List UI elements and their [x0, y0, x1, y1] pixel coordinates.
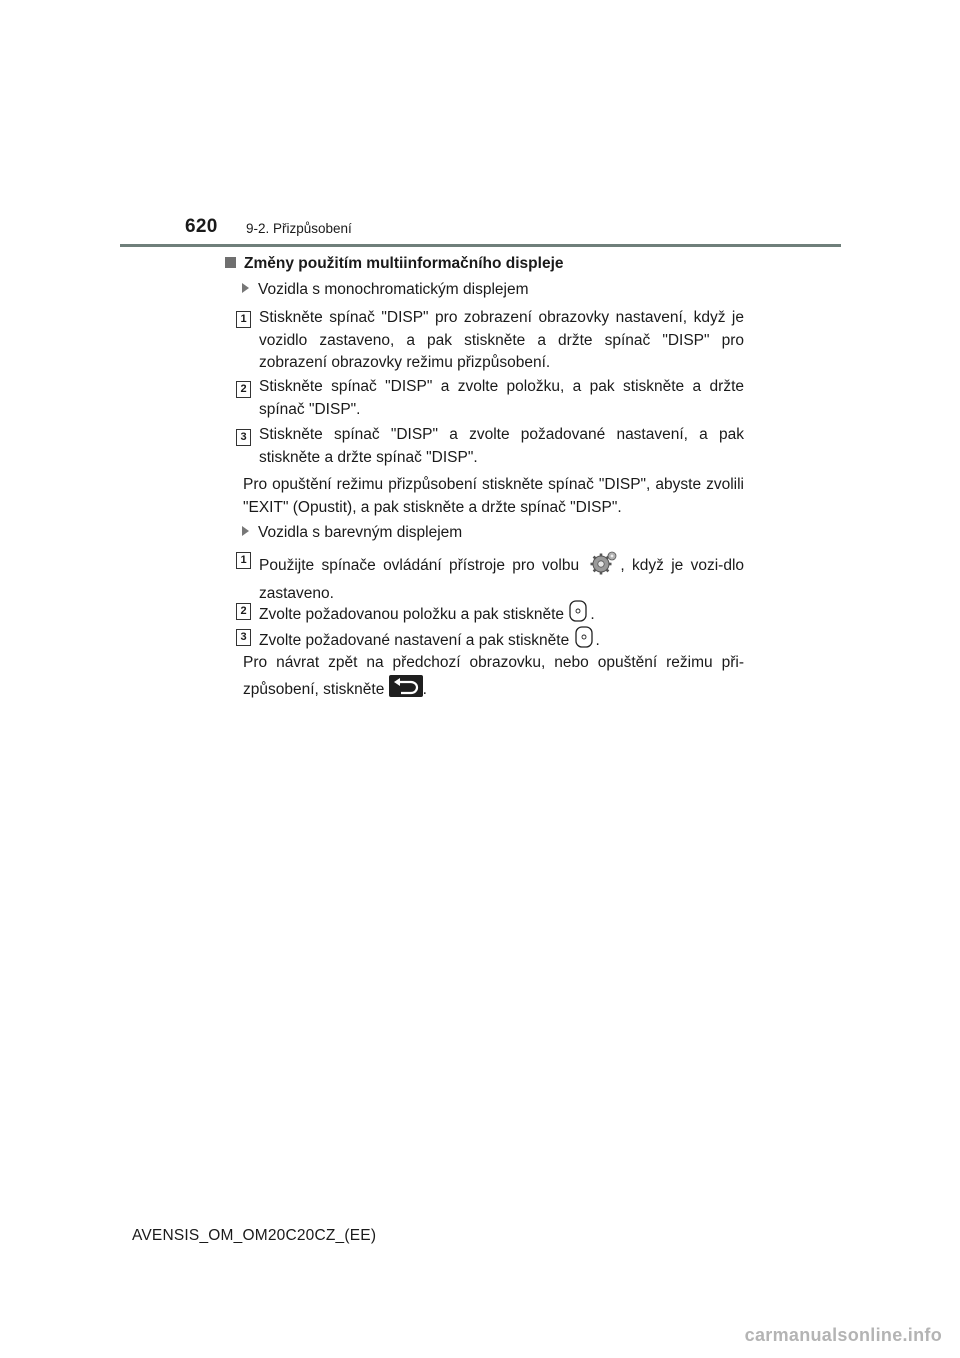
- back-icon: [389, 675, 423, 705]
- color-note: [243, 652, 744, 704]
- subheading-color-text: Vozidla s barevným displejem: [258, 524, 463, 541]
- step-number: 3: [236, 629, 251, 646]
- step-text: Stiskněte spínač "DISP" a zvolte položku, a pak stiskněte a držte spínač "DISP".: [259, 378, 744, 418]
- step-text-before: Použijte spínače ovládání přístroje pro volbu: [259, 556, 580, 574]
- page-number: 620: [185, 216, 218, 237]
- step-text-before: Zvolte požadovanou položku a pak stiskněte: [259, 605, 565, 623]
- note-text-after: .: [422, 680, 427, 698]
- step-text: [259, 549, 744, 605]
- step-text-after: .: [590, 605, 595, 623]
- note-text-before: Pro návrat zpět na předchozí obrazovku, nebo opuštění režimu při-způsobení, stiskněte: [243, 654, 744, 698]
- step-text: Stiskněte spínač "DISP" pro zobrazení obrazovky nastavení, když je vozidlo zastaveno, a pak stiskněte a držte spínač "DISP" pro zobrazení obrazovky režimu přizpůsobení.: [259, 309, 744, 371]
- page-header: [0, 0, 960, 250]
- section-heading-text: Změny použitím multiinformačního displeje: [244, 255, 564, 272]
- triangle-bullet-icon: [242, 526, 249, 536]
- header-rule: [120, 244, 841, 247]
- document-code: AVENSIS_OM_OM20C20CZ_(EE): [132, 1227, 377, 1244]
- triangle-bullet-icon: [242, 283, 249, 293]
- subheading-mono-text: Vozidla s monochromatickým displejem: [258, 281, 529, 298]
- subheading-color: [242, 524, 462, 542]
- step-number: 1: [236, 552, 251, 569]
- step-number: 3: [236, 429, 251, 446]
- section-heading: [225, 255, 564, 273]
- gear-icon: [586, 549, 620, 583]
- watermark: carmanualsonline.info: [744, 1325, 942, 1345]
- step-number: 2: [236, 381, 251, 398]
- step-text-after: , když je vozi-dlo zastaveno.: [259, 556, 745, 602]
- step-text-after: .: [595, 631, 600, 649]
- step-text: Stiskněte spínač "DISP" a zvolte požadované nastavení, a pak stiskněte a držte spínač "DISP".: [259, 426, 744, 466]
- step-number: 2: [236, 603, 251, 620]
- square-bullet-icon: [225, 257, 236, 268]
- step-number: 1: [236, 311, 251, 328]
- subheading-mono: [242, 281, 529, 299]
- mono-note: Pro opuštění režimu přizpůsobení stiskněte spínač "DISP", abyste zvolili "EXIT" (Opustit), a pak stiskněte a držte spínač "DISP".: [243, 476, 744, 516]
- step-text-before: Zvolte požadované nastavení a pak stiskněte: [259, 631, 570, 649]
- section-title: 9-2. Přizpůsobení: [246, 221, 352, 236]
